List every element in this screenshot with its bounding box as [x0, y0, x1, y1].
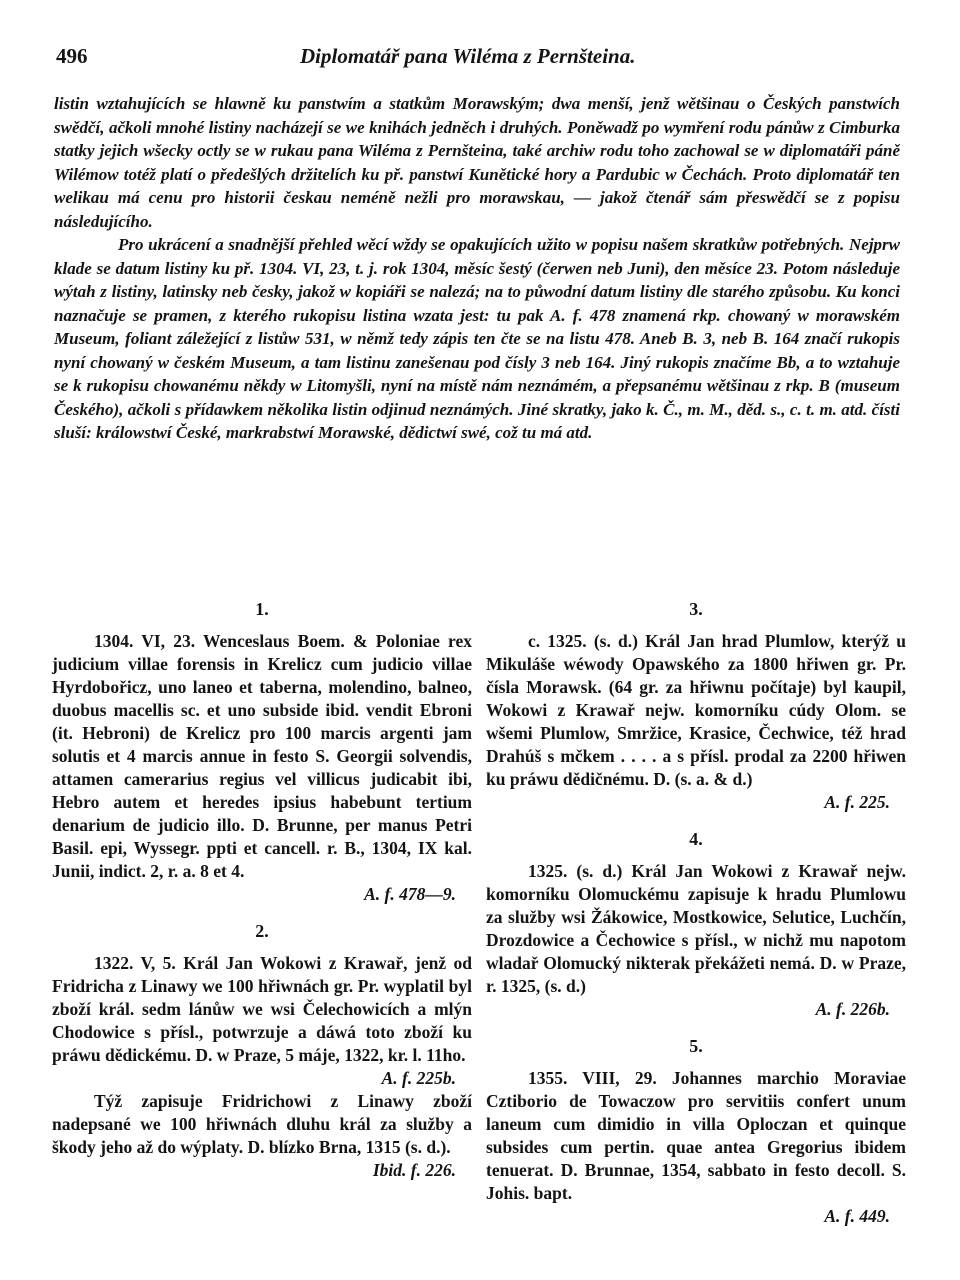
entry-1 — [52, 598, 472, 906]
entry-source: A. f. 225b. — [381, 1068, 456, 1088]
entry-source: A. f. 225. — [824, 792, 890, 812]
entry-number: 5. — [689, 1036, 703, 1056]
entry-source: A. f. 226b. — [815, 999, 890, 1019]
introduction — [54, 92, 900, 445]
right-column — [486, 598, 906, 1228]
entry-number: 1. — [255, 599, 269, 619]
entry-4 — [486, 828, 906, 1021]
entry-text: 1322. V, 5. Král Jan Wokowi z Krawař, jenž od Fridricha z Linawy we 100 hřiwnách gr. Pr. wyplatil byl zboží král. sedm lánůw we wsi Čelechowicích a mlýn Chodowice s přísl., potwrzuje a dáwá toto zboží ku práwu dědickému. D. w Praze, 5 máje, 1322, kr. l. 11ho. — [52, 953, 472, 1065]
entry-number: 2. — [255, 921, 269, 941]
entry-5 — [486, 1035, 906, 1228]
running-title: Diplomatář pana Wiléma z Pernšteina. — [300, 44, 636, 68]
entry-text: 1304. VI, 23. Wenceslaus Boem. & Poloniae rex judicium villae forensis in Krelicz cum judicio villae Hyrdobořicz, uno laneo et taberna, molendino, balneo, duobus macellis sc. et uno subside ibid. vendit Ebroni (it. Hebroni) de Krelicz pro 100 marcis argenti jam solutis et 4 marcis annue in festo S. Georgii solvendis, attamen camerarius regius vel villicus judicabit ibi, Hebro autem et heredes ipsius habebunt tertium denarium de judicio illo. D. Brunne, per manus Petri Basil. epi, Wyssegr. ppti et cancell. r. B., 1304, IX kal. Junii, indict. 2, r. a. 8 et 4. — [52, 631, 472, 881]
entry-source-continuation: Ibid. f. 226. — [372, 1160, 456, 1180]
entry-text: c. 1325. (s. d.) Král Jan hrad Plumlow, kterýž u Mikuláše wéwody Opawského za 1800 hřiwen gr. Pr. čísla Morawsk. (64 gr. za hřiwnu počítaje) byl kaupil, Wokowi z Krawař nejw. komorníku cúdy Olom. se wšemi Plumlow, Smržice, Krasice, Čechwice, též hrad Drahúš s mčkem . . . . a s přísl. prodal za 2200 hřiwen ku práwu dědičnému. D. (s. a. & d.) — [486, 631, 906, 789]
intro-paragraph-1: listin wztahujících se hlawně ku panstwím a statkům Morawským; dwa menší, jenž wětšinau o Českých panstwích swědčí, ačkoli mnohé listiny nacházejí se we knihách jedněch i druhých. Poněwadž po wymření rodu pánůw z Cimburka statky jejich wšecky octly se w rukau pana Wiléma z Pernšteina, také archiw rodu toho zachowal se w diplomatáři páně Wilémow totéž platí o předešlých držitelích ku př. panstwí Kunětické hory a Pardubic w Čechách. Proto diplomatář ten welikau má cenu pro historii českau neméně nežli pro morawskau, — jakož čtenář sám přeswědčí se z popisu následujícího. — [54, 94, 900, 231]
entry-3 — [486, 598, 906, 814]
left-column — [52, 598, 472, 1182]
entry-text: 1355. VIII, 29. Johannes marchio Moraviae Cztiborio de Towaczow pro servitiis confert unum laneum cum dimidio in villa Oploczan et quinque subsides cum pertin. quae antea Gregorius ibidem tenuerat. D. Brunnae, 1354, sabbato in festo decoll. S. Johis. bapt. — [486, 1068, 906, 1203]
entry-2 — [52, 920, 472, 1182]
entry-number: 4. — [689, 829, 703, 849]
entry-text: 1325. (s. d.) Král Jan Wokowi z Krawař nejw. komorníku Olomuckému zapisuje k hradu Plumlowu za služby wsi Žákowice, Mostkowice, Selutice, Luchčín, Drozdowice a Čechowice s přísl., w nichž mu napotom wladař Olomucký nikterak překážeti nemá. D. w Praze, r. 1325, (s. d.) — [486, 861, 906, 996]
entry-number: 3. — [689, 599, 703, 619]
intro-paragraph-2: Pro ukrácení a snadnější přehled wěcí wždy se opakujících užito w popisu našem skratkůw potřebných. Nejprw klade se datum listiny ku př. 1304. VI, 23, t. j. rok 1304, měsíc šestý (čerwen neb Juni), den měsíce 23. Potom následuje wýtah z listiny, latinsky neb česky, jakož w kopiáři se nalezá; na to půwodní datum listiny dle starého způsobu. Ku konci naznačuje se pramen, z kterého rukopisu listina wzata jest: tu pak A. f. 478 znamená rkp. chowaný w morawském Museum, foliant záležející z listůw 531, w němž tedy zápis ten čte se na listu 478. Aneb B. 3, neb B. 164 značí rukopis nyní chowaný w českém Museum, a tam listinu zanešenau pod čísly 3 neb 164. Jiný rukopis značíme Bb, a to wztahuje se k rukopisu chowanému někdy w Litomyšli, nyní na místě nám neznámém, a přepsanému wětšinau z rkp. B (museum Českého), ačkoli s přídawkem několika listin odjinud neznámých. Jiné skratky, jako k. Č., m. M., děd. s., c. t. m. atd. čísti sluší: králowstwí České, markrabstwí Morawské, dědictwí swé, což tu má atd. — [54, 235, 900, 442]
entry-source: A. f. 449. — [824, 1206, 890, 1226]
page-number: 496 — [56, 44, 88, 68]
entry-text-continuation: Týž zapisuje Fridrichowi z Linawy zboží nadepsané we 100 hřiwnách dluhu král za služby a škody jeho až do wýplaty. D. blízko Brna, 1315 (s. d.). — [52, 1091, 472, 1157]
entry-source: A. f. 478—9. — [364, 884, 456, 904]
